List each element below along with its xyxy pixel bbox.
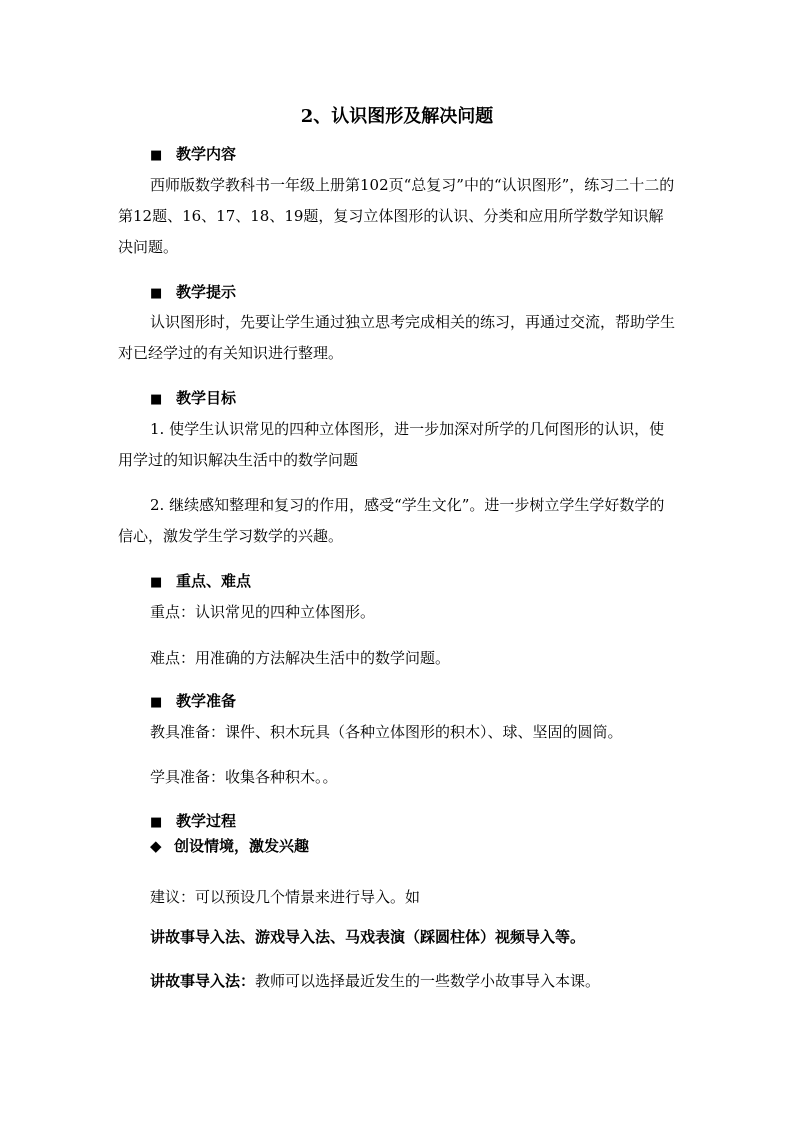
- heading-text: 教学提示: [176, 283, 237, 301]
- story-intro-label: 讲故事导入法：: [150, 972, 256, 990]
- suggestion-text: 建议：可以预设几个情景来进行导入。如: [150, 888, 421, 906]
- heading-text: 教学准备: [176, 692, 237, 710]
- heading-preparation: [150, 690, 236, 714]
- document-title: 2、认识图形及解决问题: [300, 106, 494, 127]
- difficult-point: 难点：用准确的方法解决生活中的数学问题。: [150, 649, 451, 667]
- heading-teaching-content: [150, 143, 236, 167]
- goal-item-2: 2. 继续感知整理和复习的作用，感受“学生文化”。进一步树立学生学好数学的信心，激发学生学习数学的兴趣。: [118, 496, 665, 545]
- heading-teaching-process: [150, 810, 236, 834]
- story-intro-line: [150, 970, 600, 992]
- student-preparation: 学具准备：收集各种积木。。: [150, 768, 338, 786]
- square-bullet-icon: ■: [150, 815, 163, 830]
- heading-text: 教学内容: [176, 145, 237, 163]
- heading-text: 重点、难点: [176, 572, 252, 590]
- square-bullet-icon: ■: [150, 575, 163, 590]
- diamond-bullet-icon: ◆: [150, 837, 162, 855]
- square-bullet-icon: ■: [150, 286, 163, 301]
- subheading-text: 创设情境，激发兴趣: [174, 837, 310, 855]
- heading-text: 教学过程: [176, 812, 237, 830]
- goal-item-1: 1. 使学生认识常见的四种立体图形，进一步加深对所学的几何图形的认识，使用学过的知识解决生活中的数学问题: [118, 420, 665, 469]
- square-bullet-icon: ■: [150, 695, 163, 710]
- paragraph-teaching-content: 西师版数学教科书一年级上册第102页“总复习”中的“认识图形”，练习二十二的第12题、16、17、18、19题，复习立体图形的认识、分类和应用所学数学知识解决问题。: [118, 176, 675, 256]
- heading-teaching-hints: [150, 281, 236, 305]
- key-point: 重点：认识常见的四种立体图形。: [150, 603, 376, 621]
- teacher-preparation: 教具准备：课件、积木玩具（各种立体图形的积木）、球、坚固的圆筒。: [150, 723, 623, 741]
- heading-teaching-goals: [150, 387, 236, 411]
- paragraph-teaching-hints: 认识图形时，先要让学生通过独立思考完成相关的练习，再通过交流，帮助学生对已经学过的有关知识进行整理。: [118, 313, 676, 362]
- story-intro-text: 教师可以选择最近发生的一些数学小故事导入本课。: [255, 972, 601, 990]
- heading-key-points: [150, 570, 251, 594]
- square-bullet-icon: ■: [150, 392, 163, 407]
- heading-text: 教学目标: [176, 389, 237, 407]
- square-bullet-icon: ■: [150, 148, 163, 163]
- subheading-create-scene: [150, 835, 309, 857]
- intro-methods: 讲故事导入法、游戏导入法、马戏表演（踩圆柱体）视频导入等。: [150, 928, 586, 946]
